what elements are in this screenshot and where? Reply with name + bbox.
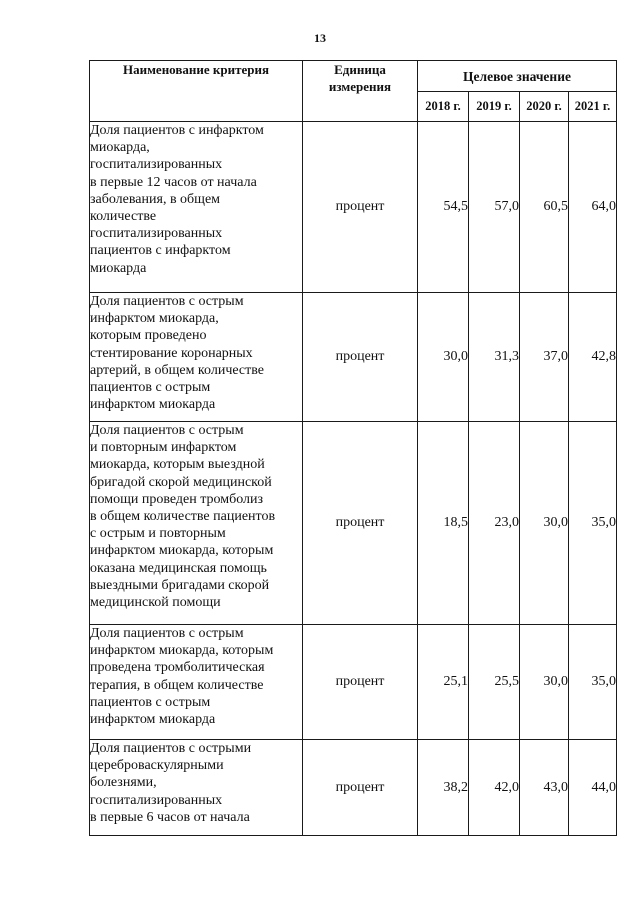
value-2021: 42,8 bbox=[569, 293, 617, 422]
value-2020: 30,0 bbox=[520, 625, 569, 740]
value-2020: 37,0 bbox=[520, 293, 569, 422]
value-2018: 25,1 bbox=[418, 625, 469, 740]
criterion-name: Доля пациентов с инфарктом миокарда, госпитализированных в первые 12 часов от начала заболевания, в общем количестве госпитализированных пациентов с инфарктом миокарда bbox=[90, 122, 303, 293]
unit-cell: процент bbox=[303, 293, 418, 422]
value-2019: 42,0 bbox=[469, 740, 520, 836]
value-2021: 44,0 bbox=[569, 740, 617, 836]
criterion-name: Доля пациентов с острым инфарктом миокарда, которым проведено стентирование коронарных артерий, в общем количестве пациентов с острым инфарктом миокарда bbox=[90, 293, 303, 422]
header-target-value: Целевое значение bbox=[418, 61, 617, 92]
value-2018: 18,5 bbox=[418, 422, 469, 625]
unit-cell: процент bbox=[303, 625, 418, 740]
criteria-table bbox=[89, 60, 617, 836]
criterion-name: Доля пациентов с острыми цереброваскулярными болезнями, госпитализированных в первые 6 часов от начала bbox=[90, 740, 303, 836]
value-2019: 31,3 bbox=[469, 293, 520, 422]
header-row bbox=[90, 61, 617, 92]
unit-cell: процент bbox=[303, 122, 418, 293]
header-year-2021: 2021 г. bbox=[569, 92, 617, 122]
value-2020: 43,0 bbox=[520, 740, 569, 836]
value-2020: 60,5 bbox=[520, 122, 569, 293]
value-2019: 57,0 bbox=[469, 122, 520, 293]
value-2018: 30,0 bbox=[418, 293, 469, 422]
value-2020: 30,0 bbox=[520, 422, 569, 625]
value-2018: 38,2 bbox=[418, 740, 469, 836]
value-2021: 64,0 bbox=[569, 122, 617, 293]
header-year-2020: 2020 г. bbox=[520, 92, 569, 122]
unit-cell: процент bbox=[303, 740, 418, 836]
header-criterion-name: Наименование критерия bbox=[90, 61, 303, 122]
value-2021: 35,0 bbox=[569, 625, 617, 740]
table-row bbox=[90, 740, 617, 836]
criterion-name: Доля пациентов с острым инфарктом миокарда, которым проведена тромболитическая терапия, в общем количестве пациентов с острым инфарктом миокарда bbox=[90, 625, 303, 740]
page-number: 13 bbox=[314, 31, 326, 45]
header-year-2018: 2018 г. bbox=[418, 92, 469, 122]
table-row bbox=[90, 625, 617, 740]
value-2019: 25,5 bbox=[469, 625, 520, 740]
criterion-name: Доля пациентов с острым и повторным инфарктом миокарда, которым выездной бригадой скорой медицинской помощи проведен тромболиз в общем количестве пациентов с острым и повторным инфарктом миокарда, которым оказана медицинская помощь выездными бригадами скорой медицинской помощи bbox=[90, 422, 303, 625]
unit-cell: процент bbox=[303, 422, 418, 625]
value-2019: 23,0 bbox=[469, 422, 520, 625]
value-2021: 35,0 bbox=[569, 422, 617, 625]
header-year-2019: 2019 г. bbox=[469, 92, 520, 122]
value-2018: 54,5 bbox=[418, 122, 469, 293]
table-row bbox=[90, 122, 617, 293]
table-row bbox=[90, 422, 617, 625]
table-row bbox=[90, 293, 617, 422]
header-unit: Единица измерения bbox=[303, 61, 418, 122]
